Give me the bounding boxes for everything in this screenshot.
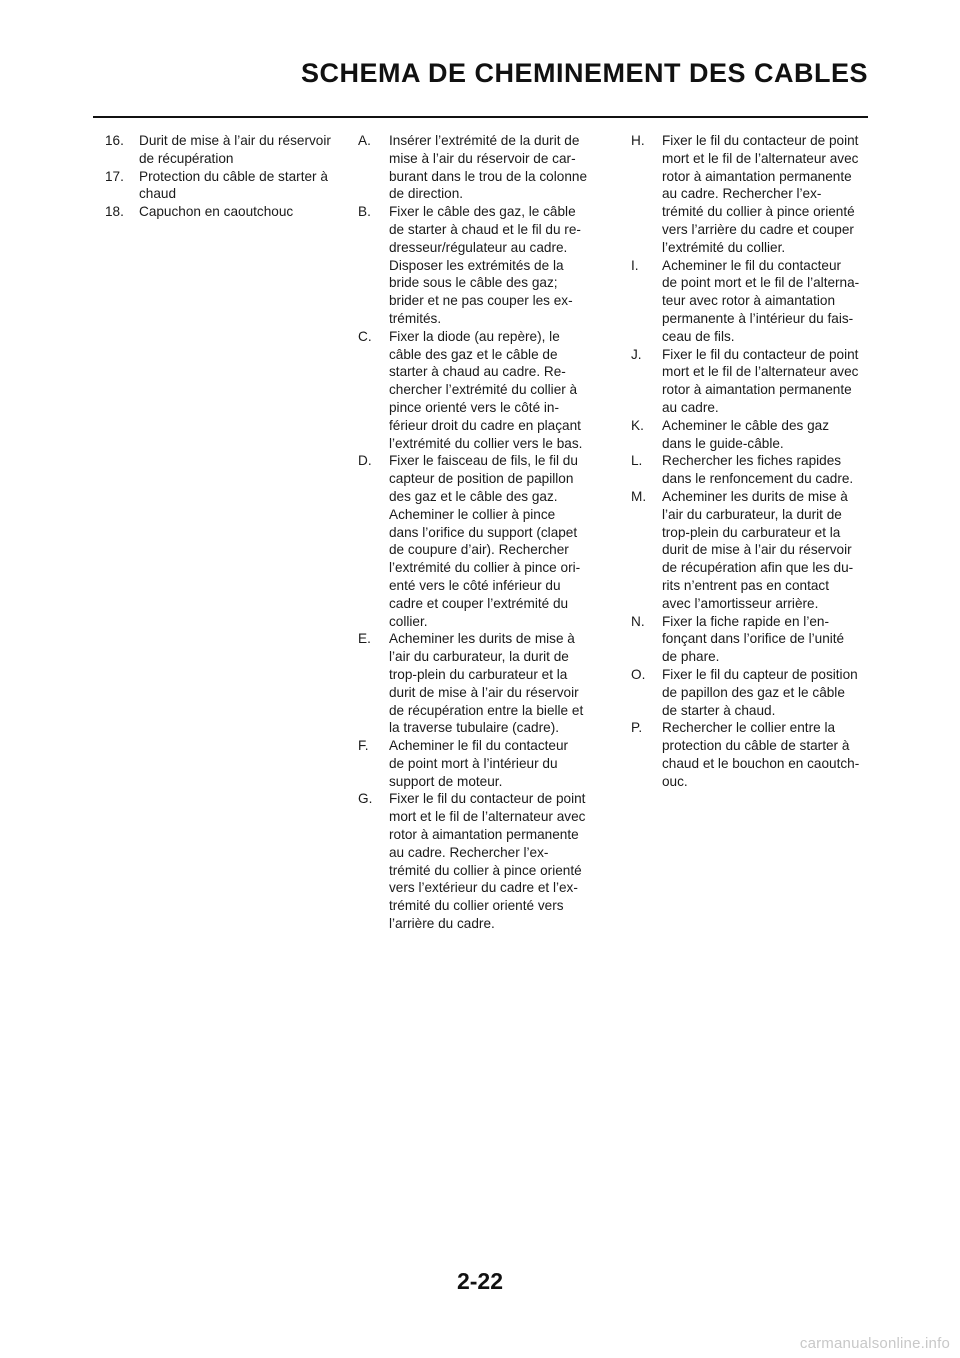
instructions-column-h-p [631,132,871,790]
item-text-line: Insérer l’extrémité de la durit de [389,133,580,148]
watermark-link[interactable]: carmanualsonline.info [799,1335,950,1352]
item-text-line: rotor à aimantation permanente [389,827,579,843]
item-text-line: pince orienté vers le côté in- [389,399,560,415]
item-text-line: Rechercher le collier entre la [662,720,836,736]
item-text-line: au cadre. [662,399,719,415]
item-text-line: Fixer le fil du contacteur de point [662,346,859,362]
list-item [358,132,604,203]
item-text-line: chaud [139,186,177,202]
item-text-line: Fixer la diode (au repère), le [389,328,560,344]
item-text-line: de starter à chaud et le fil du re- [389,221,581,237]
item-text-line: Acheminer les durits de mise à [389,631,575,647]
item-text-line: Rechercher les fiches rapides [662,453,842,469]
list-item [105,132,335,168]
item-key: C. [358,328,372,344]
item-text-line: trémités. [389,310,442,326]
item-text [389,737,604,790]
item-text-line: dresseur/régulateur au cadre. [389,239,568,255]
item-text-line: Fixer le câble des gaz, le câble [389,204,576,220]
list-item [105,203,335,221]
item-key: E. [358,631,371,647]
item-key: A. [358,133,371,148]
item-key: 18. [105,204,124,220]
item-text-line: l’extrémité du collier à pince ori- [389,560,581,576]
instructions-column-a-g [358,132,604,933]
item-text-line: bride sous le câble des gaz; [389,275,558,291]
item-text-line: au cadre. Rechercher l’ex- [662,186,822,202]
item-text-line: rits n’entrent pas en contact [662,577,829,593]
item-text-line: Acheminer le fil du contacteur [662,257,842,273]
item-text [139,132,335,168]
item-text [662,719,871,790]
list-item [105,168,335,204]
item-key: G. [358,791,373,807]
item-text-line: Fixer le fil du contacteur de point [389,791,586,807]
item-key: 17. [105,168,124,184]
item-key: F. [358,738,369,754]
item-text-line: rotor à aimantation permanente [662,382,852,398]
item-text-line: trémité du collier orienté vers [389,898,564,914]
item-text-line: trop-plein du carburateur et la [662,524,841,540]
item-key: L. [631,453,643,469]
item-text-line: teur avec rotor à aimantation [662,293,836,309]
item-key: K. [631,417,644,433]
item-key: I. [631,257,639,273]
item-text-line: mort et le fil de l’alternateur avec [389,809,586,825]
item-text-line: mort et le fil de l’alternateur avec [662,150,859,166]
list-item [631,257,871,346]
item-text-line: cadre et couper l’extrémité du [389,595,569,611]
item-text-line: fonçant dans l’orifice de l’unité [662,631,845,647]
item-text-line: Disposer les extrémités de la [389,257,564,273]
item-text-line: dans l’orifice du support (clapet [389,524,578,540]
item-text-line: capteur de position de papillon [389,471,574,487]
item-text-line: trémité du collier à pince orienté [662,204,855,220]
list-item [631,452,871,488]
item-text-line: Fixer le fil du capteur de position [662,666,858,682]
item-text-line: Acheminer le fil du contacteur [389,738,569,754]
item-text-line: durit de mise à l’air du réservoir [389,684,579,700]
page-title: SCHEMA DE CHEMINEMENT DES CABLES [300,58,868,88]
item-text [139,168,335,204]
item-text-line: Acheminer le collier à pince [389,506,556,522]
item-text-line: de récupération entre la bielle et [389,702,584,718]
item-text [662,346,871,417]
item-key: 16. [105,133,124,148]
list-item [358,328,604,453]
item-text [389,790,604,932]
item-text-line: rotor à aimantation permanente [662,168,852,184]
list-item [631,417,871,453]
item-key: N. [631,613,645,629]
list-item [631,488,871,613]
list-item [631,719,871,790]
item-text-line: ceau de fils. [662,328,735,344]
item-text [662,417,871,453]
item-text-line: l’air du carburateur, la durit de [389,649,569,665]
item-text-line: de point mort à l’intérieur du [389,755,558,771]
item-text [389,328,604,453]
item-text-line: au cadre. Rechercher l’ex- [389,844,549,860]
list-item [358,452,604,630]
item-text-line: avec l’amortisseur arrière. [662,595,819,611]
item-key: O. [631,666,646,682]
item-text-line: protection du câble de starter à [662,738,850,754]
list-item [358,630,604,737]
item-text-line: chaud et le bouchon en caoutch- [662,755,860,771]
item-text-line: de récupération [139,150,234,166]
list-item [631,666,871,719]
list-item [631,132,871,257]
item-text-line: dans le guide-câble. [662,435,784,451]
item-text-line: enté vers le côté inférieur du [389,577,561,593]
header-divider [93,116,868,118]
item-text-line: Acheminer le câble des gaz [662,417,829,433]
list-item [631,613,871,666]
item-text-line: de point mort et le fil de l’alterna- [662,275,860,291]
list-item [358,203,604,328]
page-number: 2-22 [456,1268,504,1294]
item-text-line: de direction. [389,186,464,202]
item-text-line: de phare. [662,649,720,665]
item-text-line: mort et le fil de l’alternateur avec [662,364,859,380]
item-text-line: Fixer le faisceau de fils, le fil du [389,453,578,469]
item-text-line: trop-plein du carburateur et la [389,666,568,682]
item-text-line: de papillon des gaz et le câble [662,684,845,700]
item-text-line: durit de mise à l’air du réservoir [662,542,852,558]
item-text-line: férieur droit du cadre en plaçant [389,417,581,433]
item-key: H. [631,133,645,148]
item-text-line: des gaz et le câble des gaz. [389,488,558,504]
item-text-line: vers l’extérieur du cadre et l’ex- [389,880,578,896]
item-text-line: la traverse tubulaire (cadre). [389,720,559,736]
item-text-line: de coupure d’air). Rechercher [389,542,569,558]
item-text-line: collier. [389,613,428,629]
list-item [358,737,604,790]
item-text-line: ouc. [662,773,688,789]
item-text [662,666,871,719]
item-text-line: starter à chaud au cadre. Re- [389,364,566,380]
item-text-line: trémité du collier à pince orienté [389,862,582,878]
item-key: P. [631,720,643,736]
item-text-line: Capuchon en caoutchouc [139,204,294,220]
item-text-line: vers l’arrière du cadre et couper [662,221,854,237]
list-item [631,346,871,417]
item-text-line: chercher l’extrémité du collier à [389,382,578,398]
item-text [662,132,871,257]
item-text [662,257,871,346]
item-text-line: l’air du carburateur, la durit de [662,506,842,522]
item-text-line: l’extrémité du collier. [662,239,786,255]
item-text-line: Fixer le fil du contacteur de point [662,133,859,148]
item-text-line: l’extrémité du collier vers le bas. [389,435,583,451]
item-text-line: de starter à chaud. [662,702,776,718]
list-item [358,790,604,932]
item-text-line: brider et ne pas couper les ex- [389,293,573,309]
item-text-line: dans le renfoncement du cadre. [662,471,854,487]
item-text [389,203,604,328]
item-key: M. [631,488,647,504]
legend-column [105,132,335,221]
item-text [389,630,604,737]
item-text [662,488,871,613]
item-text-line: mise à l’air du réservoir de car- [389,150,576,166]
item-text [662,613,871,666]
item-text-line: Fixer la fiche rapide en l’en- [662,613,829,629]
item-key: B. [358,204,371,220]
item-text-line: Acheminer les durits de mise à [662,488,848,504]
item-key: D. [358,453,372,469]
item-text [139,203,335,221]
item-text-line: Durit de mise à l’air du réservoir [139,133,331,148]
item-key: J. [631,346,642,362]
item-text-line: câble des gaz et le câble de [389,346,558,362]
item-text-line: permanente à l’intérieur du fais- [662,310,854,326]
item-text-line: Protection du câble de starter à [139,168,328,184]
item-text [389,132,604,203]
item-text-line: burant dans le trou de la colonne [389,168,588,184]
item-text-line: de récupération afin que les du- [662,560,854,576]
item-text-line: support de moteur. [389,773,503,789]
item-text [389,452,604,630]
item-text-line: l’arrière du cadre. [389,916,495,932]
item-text [662,452,871,488]
